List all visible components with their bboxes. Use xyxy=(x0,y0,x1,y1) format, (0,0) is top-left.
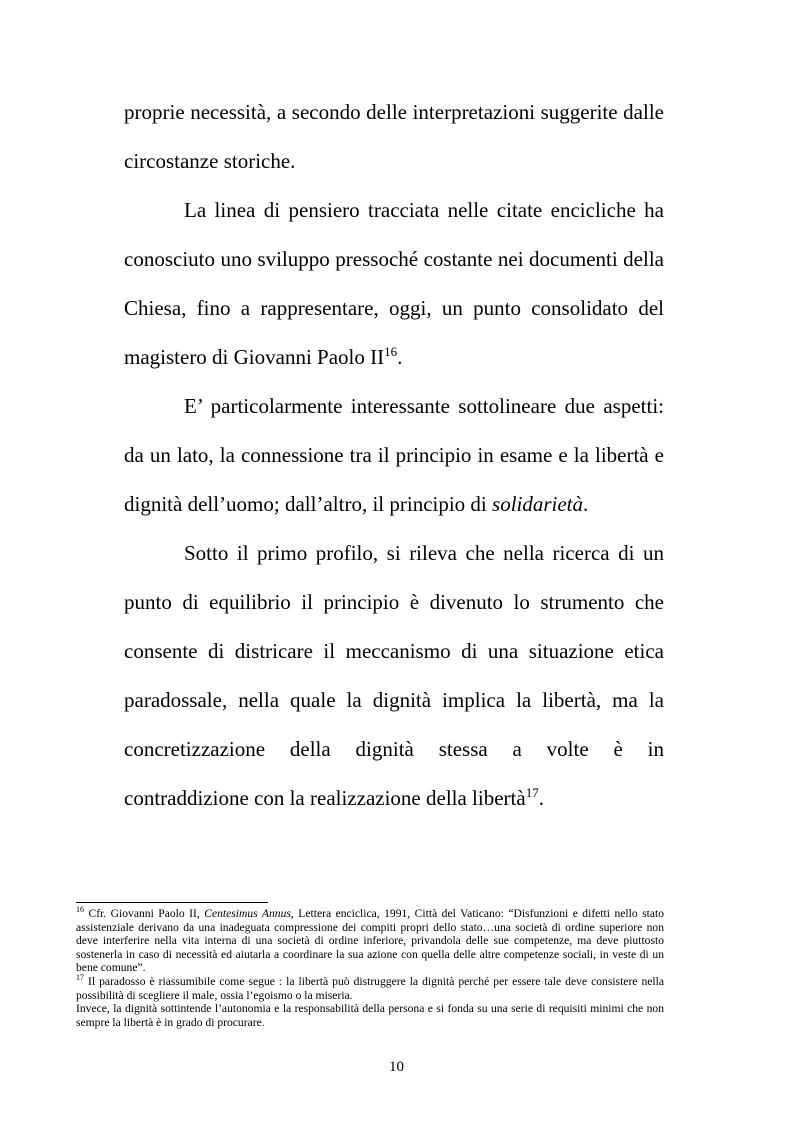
footnote-separator xyxy=(76,902,268,903)
paragraph-3-text: E’ particolarmente interessante sottolineare due aspetti: da un lato, la connessione tra il principio in esame e la libertà e dignità dell’uomo; dall’altro, il principio di xyxy=(124,394,664,516)
footnote-ref-17[interactable]: 17 xyxy=(525,785,539,800)
paragraph-3-end: . xyxy=(583,492,589,516)
footnote-17 xyxy=(76,975,664,1002)
paragraph-1-text: proprie necessità, a secondo delle interpretazioni suggerite dalle circostanze storiche. xyxy=(124,100,664,173)
footnote-16-number: 16 xyxy=(76,905,84,915)
paragraph-3 xyxy=(124,382,664,529)
footnote-17-continuation-text: Invece, la dignità sottintende l’autonomia e la responsabilità della persona e si fonda su una serie di requisiti minimi che non sempre la libertà è in grado di procurare. xyxy=(76,1002,664,1029)
paragraph-4-continuation-text: contraddizione con la realizzazione della libertà xyxy=(124,786,526,810)
footnote-16-title: Centesimus Annus xyxy=(204,907,291,920)
paragraph-4-continuation xyxy=(124,774,664,823)
body-text xyxy=(124,88,664,823)
paragraph-4 xyxy=(124,529,664,774)
paragraph-2-end: . xyxy=(397,345,403,369)
paragraph-3-emphasis: solidarietà xyxy=(492,492,584,516)
footnote-17-continuation xyxy=(76,1002,664,1029)
page-number: 10 xyxy=(389,1059,404,1075)
footnote-17-number: 17 xyxy=(76,973,84,983)
footnote-ref-16[interactable]: 16 xyxy=(384,344,398,359)
footnote-16-intro: Cfr. Giovanni Paolo II, xyxy=(84,907,205,920)
footnote-16 xyxy=(76,907,664,975)
paragraph-2 xyxy=(124,186,664,382)
paragraph-4-text: Sotto il primo profilo, si rileva che nella ricerca di un punto di equilibrio il principio è divenuto lo strumento che consente di districare il meccanismo di una situazione etica paradossale, nella quale la dignità implica la libertà, ma la concretizzazione della dignità stessa a volte è in xyxy=(124,541,664,761)
paragraph-2-text: La linea di pensiero tracciata nelle citate encicliche ha conosciuto uno sviluppo pressoché costante nei documenti della Chiesa, fino a rappresentare, oggi, un punto consolidato del magistero di Giovanni Paolo II xyxy=(124,198,664,369)
paragraph-1 xyxy=(124,88,664,186)
paragraph-4-end: . xyxy=(538,786,544,810)
footnote-17-text: Il paradosso è riassumibile come segue : la libertà può distruggere la dignità perché per essere tale deve consistere nella possibilità di scegliere il male, ossia l’egoismo o la miseria. xyxy=(76,974,664,1002)
footnote-16-text: , Lettera enciclica, 1991, Città del Vaticano: “Disfunzioni e difetti nello stato assistenziale derivano da una inadeguata compressione dei compiti propri dello stato…una società di ordine superiore non deve interferire nella vita interna di una società di ordine inferiore, privandola delle sue competenze, ma deve piuttosto sostenerla in caso di necessità ed aiutarla a coordinare la sua azione con quella delle altre competenze sociali, in veste di un bene comune”. xyxy=(76,907,664,975)
footnotes xyxy=(76,907,664,1029)
